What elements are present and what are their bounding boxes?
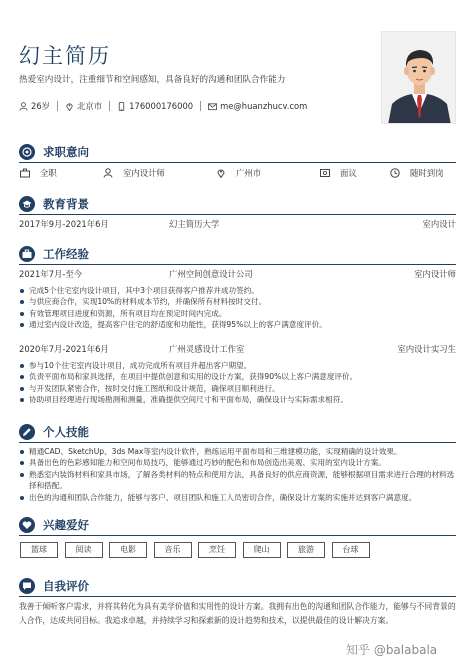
list-item: 协助项目经理进行现场勘测和测量，准确提供空间尺寸和平面布局，确保设计与实际需求相符。 bbox=[19, 394, 459, 405]
section-title: 求职意向 bbox=[43, 145, 89, 159]
section-self-evaluation bbox=[19, 577, 456, 597]
hobby-tag: 台球 bbox=[332, 542, 370, 558]
intent-type-text: 全职 bbox=[40, 168, 57, 178]
intent-type bbox=[20, 167, 57, 179]
watermark: 知乎 @balabala bbox=[346, 643, 438, 657]
list-item: 出色的沟通和团队合作能力，能够与客户、项目团队和施工人员密切合作，确保设计方案的实施并达到客户满意度。 bbox=[19, 492, 459, 503]
list-item: 通过室内设计改造，提高客户住宅的舒适度和功能性，获得95%以上的客户满意度评价。 bbox=[19, 319, 459, 330]
section-skills bbox=[19, 423, 456, 443]
list-item: 具备出色的色彩感知能力和空间布局技巧，能够通过巧妙的配色和布局创造出美观、实用的室内设计方案。 bbox=[19, 457, 459, 468]
avatar-illustration bbox=[382, 32, 456, 124]
section-divider bbox=[19, 162, 456, 163]
contact-phone-text: 176000176000 bbox=[129, 101, 194, 111]
section-title: 兴趣爱好 bbox=[43, 518, 89, 532]
section-badge bbox=[19, 246, 35, 262]
section-badge bbox=[19, 144, 35, 160]
education-school: 幻主简历大学 bbox=[169, 219, 220, 229]
person-icon bbox=[19, 102, 28, 111]
briefcase-icon bbox=[20, 168, 30, 178]
education-major: 室内设计 bbox=[422, 219, 456, 229]
job-role: 室内设计师 bbox=[414, 269, 456, 279]
contact-city bbox=[65, 100, 102, 112]
comment-icon bbox=[22, 581, 32, 591]
section-badge bbox=[19, 578, 35, 594]
job-bullets bbox=[19, 360, 459, 406]
user-icon bbox=[103, 168, 113, 178]
location-icon bbox=[216, 168, 226, 178]
job-company: 广州灵感设计工作室 bbox=[169, 344, 245, 354]
contact-email[interactable] bbox=[208, 101, 307, 111]
list-item: 精通CAD、SketchUp、3ds Max等室内设计软件，熟练运用平面布局和三维建模功能，实现精确的设计效果。 bbox=[19, 446, 459, 457]
intent-position bbox=[103, 167, 165, 179]
education-period: 2017年9月-2021年6月 bbox=[19, 219, 109, 229]
job-period: 2020年7月-2021年6月 bbox=[19, 344, 109, 354]
section-badge bbox=[19, 517, 35, 533]
self-evaluation-text: 我善于倾听客户需求，并将其转化为具有美学价值和实用性的设计方案。我拥有出色的沟通和团队合作能力，能够与不同背景的人合作，达成共同目标。我追求卓越，并持续学习和探索新的设计趋势和技术，以提供最佳的设计解决方案。 bbox=[19, 602, 456, 625]
intent-salary bbox=[320, 167, 357, 179]
briefcase-icon bbox=[22, 249, 32, 259]
graduation-cap-icon bbox=[22, 199, 32, 209]
target-icon bbox=[22, 147, 32, 157]
section-title: 个人技能 bbox=[43, 425, 89, 439]
list-item: 完成5个住宅室内设计项目，其中3个项目获得客户推荐并成功签约。 bbox=[19, 285, 459, 296]
education-row bbox=[19, 218, 456, 230]
contact-age bbox=[19, 100, 50, 112]
pencil-icon bbox=[22, 427, 32, 437]
intent-availability bbox=[390, 167, 444, 179]
hobby-tag: 烹饪 bbox=[198, 542, 236, 558]
section-education bbox=[19, 195, 456, 215]
intent-position-text: 室内设计师 bbox=[123, 168, 165, 178]
contact-bar bbox=[19, 100, 314, 112]
contact-email-text: me@huanzhucv.com bbox=[220, 101, 308, 111]
email-icon bbox=[208, 102, 217, 111]
intent-salary-text: 面议 bbox=[340, 168, 357, 178]
clock-icon bbox=[390, 168, 400, 178]
divider bbox=[109, 101, 110, 111]
job-period: 2021年7月-至今 bbox=[19, 269, 83, 279]
job-bullets bbox=[19, 285, 459, 331]
money-icon bbox=[320, 168, 330, 178]
job-header bbox=[19, 268, 456, 280]
heart-icon bbox=[22, 520, 32, 530]
resume-tagline: 热爱室内设计，注重细节和空间感知，具备良好的沟通和团队合作能力 bbox=[19, 75, 286, 85]
section-title: 自我评价 bbox=[43, 579, 89, 593]
skill-bullets bbox=[19, 446, 459, 503]
profile-photo bbox=[381, 31, 456, 124]
hobby-tag: 爬山 bbox=[243, 542, 281, 558]
section-divider bbox=[19, 535, 456, 536]
contact-phone[interactable] bbox=[117, 101, 193, 111]
phone-icon bbox=[117, 102, 126, 111]
list-item: 参与10个住宅室内设计项目，成功完成所有项目并超出客户期望。 bbox=[19, 360, 459, 371]
hobby-tag: 旅游 bbox=[287, 542, 325, 558]
section-job-intent bbox=[19, 143, 456, 163]
hobby-tag: 篮球 bbox=[20, 542, 58, 558]
section-divider bbox=[19, 264, 456, 265]
job-role: 室内设计实习生 bbox=[397, 344, 456, 354]
contact-city-text: 北京市 bbox=[77, 101, 103, 111]
list-item: 熟悉室内装饰材料和家具市场，了解各类材料的特点和使用方法，具备良好的供应商资源，能够根据项目需求进行合理的材料选择和搭配。 bbox=[19, 469, 459, 492]
section-divider bbox=[19, 214, 456, 215]
divider bbox=[200, 101, 201, 111]
intent-city-text: 广州市 bbox=[236, 168, 262, 178]
section-title: 教育背景 bbox=[43, 197, 89, 211]
list-item: 与供应商合作，实现10%的材料成本节约，并确保所有材料按时交付。 bbox=[19, 296, 459, 307]
intent-city bbox=[216, 167, 261, 179]
section-badge bbox=[19, 196, 35, 212]
resume-name: 幻主简历 bbox=[19, 44, 111, 68]
list-item: 有效管理项目进度和资源，所有项目均在预定时间内完成。 bbox=[19, 308, 459, 319]
intent-availability-text: 随时到岗 bbox=[410, 168, 444, 178]
section-title: 工作经验 bbox=[43, 247, 89, 261]
section-divider bbox=[19, 596, 456, 597]
list-item: 与开发团队紧密合作，按时交付施工图纸和设计规范，确保项目顺利进行。 bbox=[19, 383, 459, 394]
hobby-tag: 音乐 bbox=[154, 542, 192, 558]
location-icon bbox=[65, 102, 74, 111]
section-hobbies bbox=[19, 516, 456, 536]
job-company: 广州空间创意设计公司 bbox=[169, 269, 253, 279]
section-badge bbox=[19, 424, 35, 440]
section-divider bbox=[19, 442, 456, 443]
section-work bbox=[19, 245, 456, 265]
contact-age-text: 26岁 bbox=[31, 101, 51, 111]
hobby-tag: 电影 bbox=[109, 542, 147, 558]
hobby-tag: 阅读 bbox=[65, 542, 103, 558]
job-header bbox=[19, 343, 456, 355]
list-item: 负责平面布局和家具选择，在项目中提供创意和实用的设计方案，获得90%以上客户满意度评价。 bbox=[19, 371, 459, 382]
divider bbox=[57, 101, 58, 111]
